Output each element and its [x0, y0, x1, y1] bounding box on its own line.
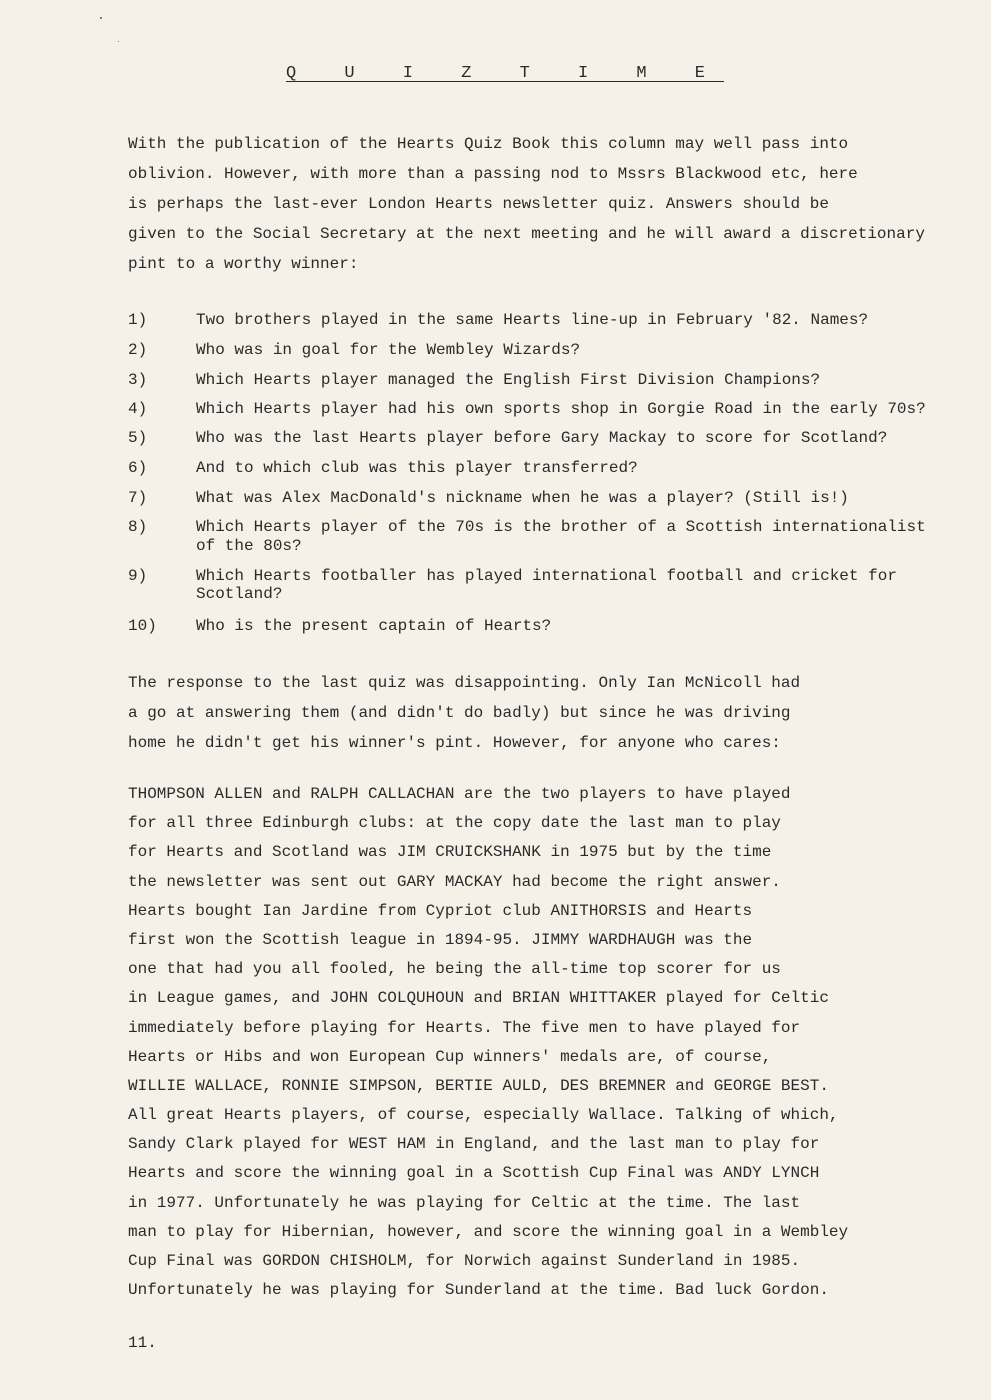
question-number: 4) — [128, 400, 148, 418]
question-number: 9) — [128, 567, 148, 585]
question-text: Which Hearts player had his own sports shop in Gorgie Road in the early 70s? — [196, 400, 926, 418]
question-text: Which Hearts player managed the English First Division Champions? — [196, 371, 821, 389]
question-item — [128, 371, 968, 400]
intro-line: oblivion. However, with more than a passing nod to Mssrs Blackwood etc, here — [128, 165, 858, 183]
question-text: Which Hearts footballer has played international football and cricket for — [196, 567, 897, 585]
question-number: 2) — [128, 341, 148, 359]
question-text: Who was in goal for the Wembley Wizards? — [196, 341, 581, 359]
question-number: 7) — [128, 489, 148, 507]
answer-line: first won the Scottish league in 1894-95. JIMMY WARDHAUGH was the — [128, 930, 753, 949]
question-item — [128, 489, 968, 518]
intro-line: pint to a worthy winner: — [128, 255, 359, 273]
answer-line: All great Hearts players, of course, especially Wallace. Talking of which, — [128, 1106, 839, 1125]
question-text: And to which club was this player transferred? — [196, 459, 638, 477]
answer-line: in League games, and JOHN COLQUHOUN and BRIAN WHITTAKER played for Celtic — [128, 989, 829, 1008]
answer-line: Hearts or Hibs and won European Cup winners' medals are, of course, — [128, 1047, 772, 1066]
question-number: 1) — [128, 311, 148, 329]
page-number: 11. — [128, 1334, 157, 1352]
question-text: Two brothers played in the same Hearts line-up in February '82. Names? — [196, 311, 869, 329]
answer-line: for Hearts and Scotland was JIM CRUICKSHANK in 1975 but by the time — [128, 843, 772, 862]
question-item — [128, 617, 968, 647]
question-text: Scotland? — [196, 585, 283, 603]
response-line: a go at answering them (and didn't do badly) but since he was driving — [128, 704, 791, 722]
answers-paragraph — [128, 780, 968, 1305]
answer-line: one that had you all fooled, he being the all-time top scorer for us — [128, 960, 781, 979]
question-item — [128, 567, 968, 617]
question-item — [128, 518, 968, 567]
question-number: 5) — [128, 429, 148, 447]
question-number: 6) — [128, 459, 148, 477]
response-line: The response to the last quiz was disappointing. Only Ian McNicoll had — [128, 674, 801, 692]
question-item — [128, 459, 968, 489]
question-text: What was Alex MacDonald's nickname when he was a player? (Still is!) — [196, 489, 849, 507]
question-item — [128, 400, 968, 429]
intro-line: given to the Social Secretary at the next meeting and he will award a discretionary — [128, 225, 925, 243]
question-text: Who is the present captain of Hearts? — [196, 617, 552, 635]
question-text: of the 80s? — [196, 537, 302, 555]
question-number: 10) — [128, 617, 157, 635]
answer-line: for all three Edinburgh clubs: at the copy date the last man to play — [128, 814, 781, 833]
intro-line: With the publication of the Hearts Quiz Book this column may well pass into — [128, 135, 849, 153]
answer-line: in 1977. Unfortunately he was playing for Celtic at the time. The last — [128, 1193, 801, 1212]
paper-speck — [100, 17, 102, 19]
answer-line: WILLIE WALLACE, RONNIE SIMPSON, BERTIE AULD, DES BREMNER and GEORGE BEST. — [128, 1076, 829, 1095]
answer-line: Cup Final was GORDON CHISHOLM, for Norwich against Sunderland in 1985. — [128, 1252, 801, 1270]
answer-line: THOMPSON ALLEN and RALPH CALLACHAN are the two players to have played — [128, 785, 791, 803]
answer-line: Unfortunately he was playing for Sunderland at the time. Bad luck Gordon. — [128, 1281, 829, 1300]
question-item — [128, 429, 968, 459]
answer-line: man to play for Hibernian, however, and score the winning goal in a Wembley — [128, 1222, 849, 1241]
question-item — [128, 341, 968, 371]
response-line: home he didn't get his winner's pint. However, for anyone who cares: — [128, 734, 781, 752]
question-list — [128, 311, 968, 647]
answer-line: Hearts and score the winning goal in a Scottish Cup Final was ANDY LYNCH — [128, 1164, 820, 1183]
question-text: Who was the last Hearts player before Gary Mackay to score for Scotland? — [196, 429, 888, 447]
answer-line: Hearts bought Ian Jardine from Cypriot club ANITHORSIS and Hearts — [128, 901, 753, 920]
answer-line: immediately before playing for Hearts. The five men to have played for — [128, 1018, 801, 1037]
intro-line: is perhaps the last-ever London Hearts newsletter quiz. Answers should be — [128, 195, 829, 213]
question-number: 8) — [128, 518, 148, 536]
question-number: 3) — [128, 371, 148, 389]
intro-paragraph — [128, 129, 968, 279]
question-item — [128, 311, 968, 341]
page-title: Q U I Z T I M E — [285, 64, 725, 83]
response-paragraph — [128, 668, 968, 758]
paper-speck — [118, 41, 119, 42]
answer-line: the newsletter was sent out GARY MACKAY had become the right answer. — [128, 872, 781, 891]
question-text: Which Hearts player of the 70s is the brother of a Scottish internationalist — [196, 518, 926, 536]
answer-line: Sandy Clark played for WEST HAM in England, and the last man to play for — [128, 1135, 820, 1154]
